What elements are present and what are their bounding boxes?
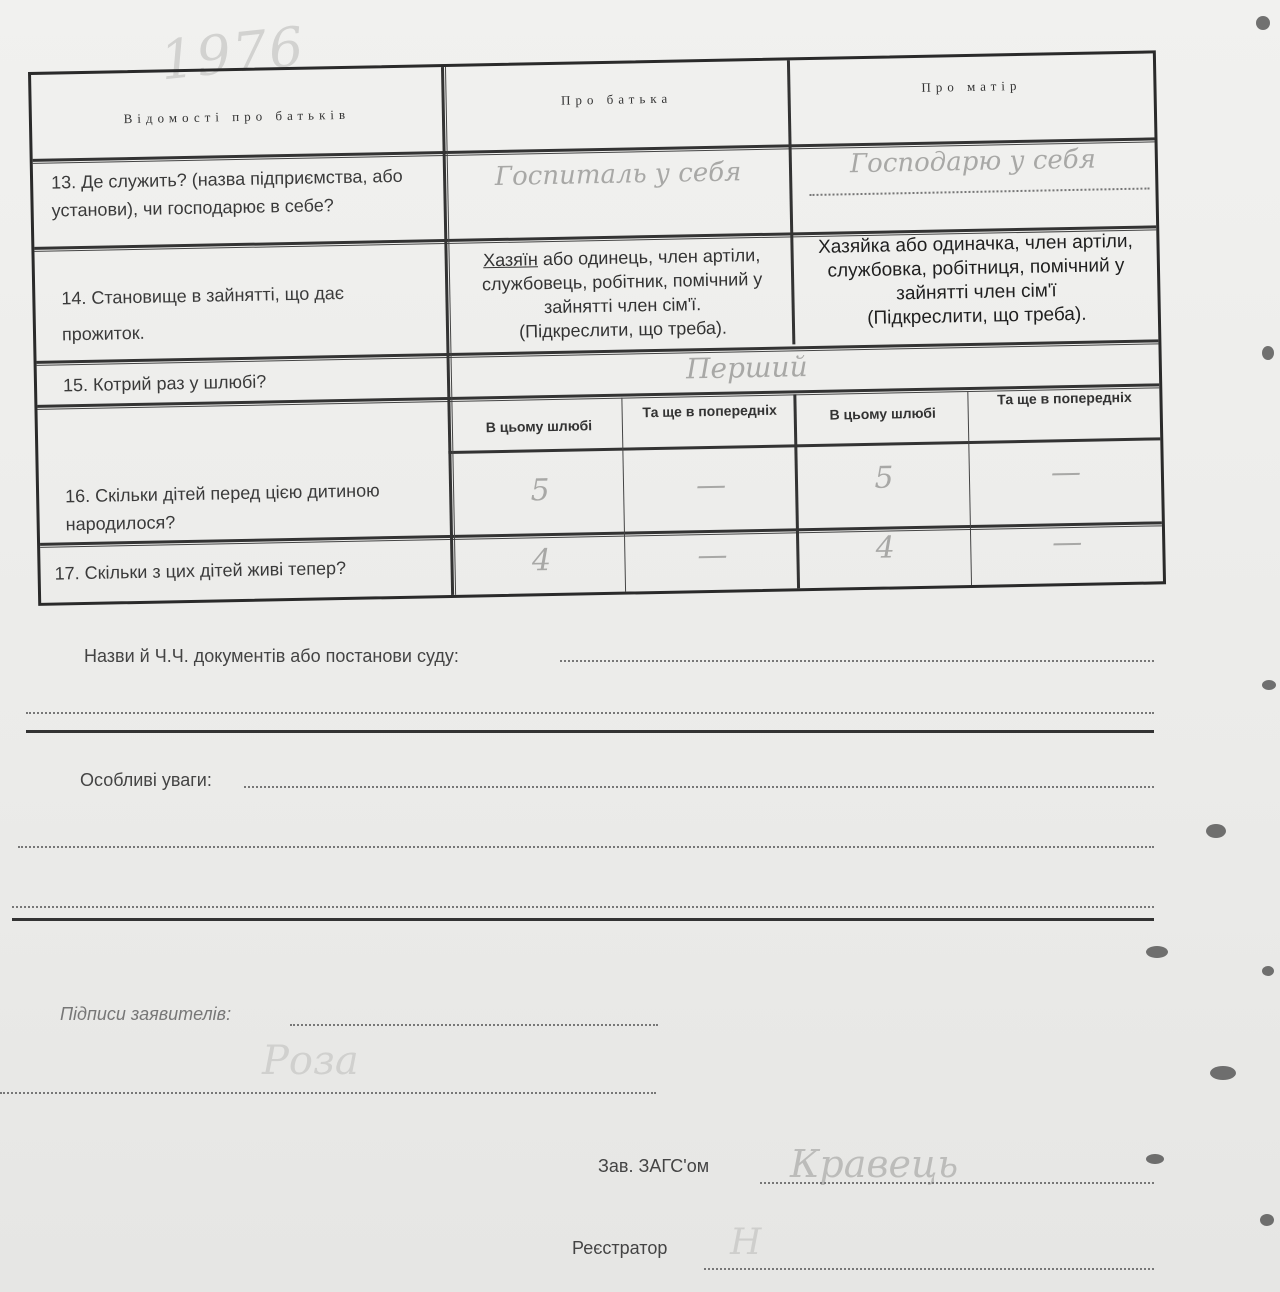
q15-answer: Перший — [685, 350, 808, 386]
q13-mother-dotted-line — [809, 187, 1149, 196]
registrar-signature: Н — [730, 1222, 762, 1263]
q16-mother-previous: — — [1050, 454, 1082, 491]
remarks-label: Особливі уваги: — [80, 770, 212, 790]
remarks-line-2[interactable] — [18, 846, 1154, 848]
head-signature-line[interactable] — [760, 1182, 1154, 1184]
head-signature: Кравець — [790, 1142, 959, 1186]
binding-hole — [1256, 16, 1270, 30]
signatures-line[interactable] — [290, 1024, 658, 1026]
binding-hole — [1262, 680, 1276, 690]
subheader-mother-current: В цьому шлюбі — [829, 404, 937, 423]
subheader-mother-previous: Та ще в попередніх — [997, 388, 1132, 408]
q14-father-other-options: або одинець, член артіли, службовець, робітник, помічний у зайнятті член сім'ї. — [481, 244, 763, 318]
section-divider — [26, 730, 1154, 733]
question-16: 16. Скільки дітей перед цією дитиною народилося? — [64, 480, 380, 535]
question-17: 17. Скільки з цих дітей живі тепер? — [54, 557, 347, 584]
q13-father-answer: Госпиталь у себя — [494, 157, 742, 193]
q17-father-previous: — — [697, 537, 728, 574]
question-13: 13. Де служить? (назва підприємства, або установи), чи господарює в себе? — [50, 165, 403, 221]
remarks-line[interactable] — [244, 786, 1154, 788]
q14-mother-opts-text: Хазяйка або одиначка, член артіли, службовка, робітниця, помічний у зайнятті член сім'ї — [817, 230, 1133, 305]
q13-mother-answer: Господарю у себя — [849, 144, 1097, 180]
binding-hole — [1262, 966, 1274, 976]
subheader-father-previous: Та ще в попередніх — [642, 401, 778, 421]
q14-mother-options — [804, 230, 1148, 333]
signatures-line-2[interactable] — [0, 1092, 656, 1094]
header-mother: Про матір — [921, 77, 1022, 95]
header-info: Відомості про батьків — [123, 106, 351, 127]
q16-father-previous: — — [695, 467, 727, 504]
column-divider — [787, 60, 795, 344]
subheader-father-current: В цьому шлюбі — [485, 417, 593, 436]
head-registry-label: Зав. ЗАГС'ом — [598, 1156, 710, 1176]
binding-hole — [1206, 824, 1226, 838]
binding-hole — [1260, 1214, 1274, 1226]
q17-mother-previous: — — [1051, 524, 1083, 561]
header-father: Про батька — [560, 90, 673, 108]
registrar-label: Реєстратор — [572, 1238, 668, 1258]
binding-hole — [1210, 1066, 1236, 1080]
documents-label: Назви й Ч.Ч. документів або постанови суду: — [84, 646, 459, 666]
binding-hole — [1146, 1154, 1164, 1164]
q17-father-current: 4 — [531, 543, 552, 579]
q14-father-options — [458, 243, 786, 345]
row-divider — [448, 437, 1160, 454]
documents-line[interactable] — [560, 660, 1154, 662]
registrar-line[interactable] — [704, 1268, 1154, 1270]
section-divider — [12, 918, 1154, 921]
q14-father-note: (Підкреслити, що треба). — [518, 317, 728, 342]
binding-hole — [1146, 946, 1168, 958]
binding-hole — [1262, 346, 1274, 360]
remarks-line-3[interactable] — [12, 906, 1154, 908]
q14-mother-note: (Підкреслити, що треба). — [867, 303, 1087, 329]
q17-mother-current: 4 — [875, 530, 896, 566]
q16-mother-current: 5 — [874, 460, 894, 496]
applicant-signature: Роза — [262, 1038, 359, 1084]
question-14: 14. Становище в зайнятті, що дає прожиток. — [61, 282, 345, 345]
signatures-label: Підписи заявителів: — [60, 1004, 232, 1024]
q14-father-underlined-option: Хазяїн — [482, 249, 539, 271]
q16-father-current: 5 — [530, 473, 551, 509]
question-15: 15. Котрий раз у шлюбі? — [62, 371, 267, 396]
parents-info-table — [28, 50, 1166, 606]
handwritten-year: 1976 — [157, 14, 309, 93]
documents-line-2[interactable] — [26, 712, 1154, 714]
